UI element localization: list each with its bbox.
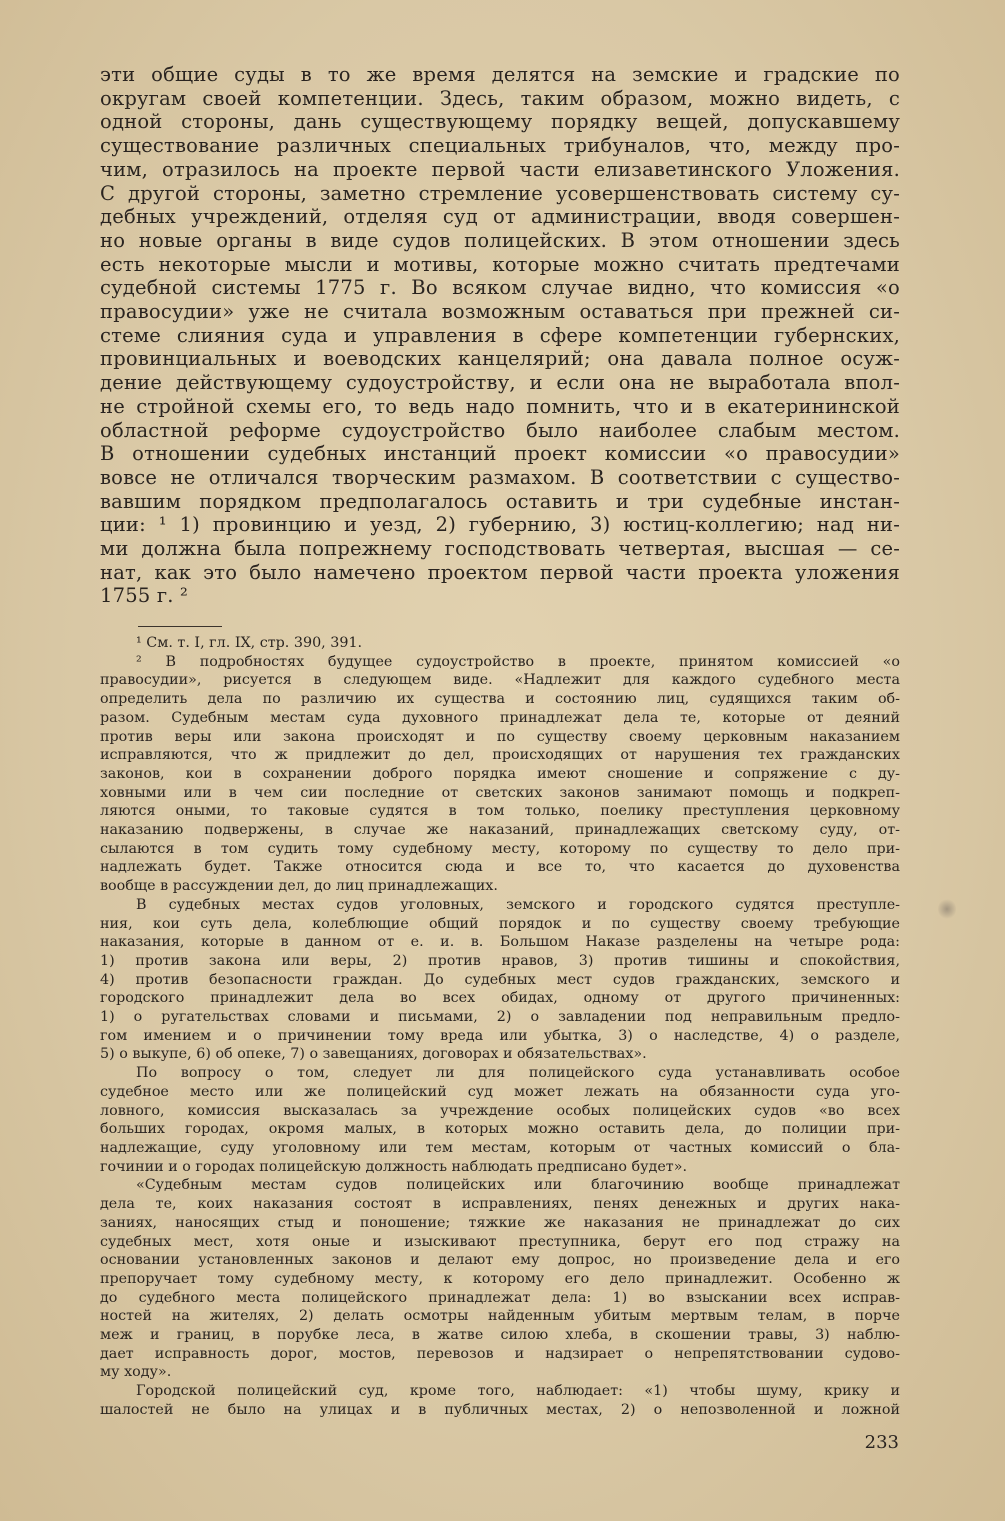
paper-stain: [938, 898, 956, 920]
footnote-line: дела те, коих наказания состоят в исправлениях, пенях денежных и других нака-: [100, 1196, 900, 1213]
footnote-line: вообще в рассуждении дел, до лиц принадлежащих.: [100, 878, 498, 895]
text-line: одной стороны, дань существующему порядку вещей, допускавшему: [100, 110, 900, 134]
text-line: вавшим порядком предполагалось оставить и три судебные инстан-: [100, 489, 900, 513]
footnote-line: ния, кои суть дела, колеблющие общий порядок и по существу своему требующие: [100, 915, 900, 932]
footnote-line: ляются оными, то таковые судятся в том только, поелику преступления церковному: [100, 803, 900, 820]
footnote-line: городского принадлежит дела во всех обидах, одному от другого причиненных:: [100, 990, 900, 1007]
footnote-line: Городской полицейский суд, кроме того, наблюдает: «1) чтобы шуму, крику и: [136, 1383, 900, 1400]
text-line: ции: ¹ 1) провинцию и уезд, 2) губернию, 3) юстиц-коллегию; над ни-: [100, 513, 900, 537]
footnote-line: против веры или закона происходят и по существу своему церковным наказанием: [100, 728, 900, 745]
text-line: стеме слияния суда и управления в сфере компетенции губернских,: [100, 323, 900, 347]
footnote-line: В судебных местах судов уголовных, земского и городского судятся преступле-: [136, 896, 900, 913]
footnote-line: гочинии и о городах полицейскую должность наблюдать предписано будет».: [100, 1158, 687, 1175]
text-line: чим, отразилось на проекте первой части елизаветинского Уложения.: [100, 157, 900, 181]
text-line: дебных учреждений, отделяя суд от администрации, вводя совершен-: [100, 205, 900, 229]
text-line: С другой стороны, заметно стремление усовершенствовать систему су-: [100, 181, 900, 205]
text-line: вовсе не отличался творческим размахом. В соответствии с существо-: [100, 465, 900, 489]
text-line: но новые органы в виде судов полицейских. В этом отношении здесь: [100, 228, 900, 252]
text-line: есть некоторые мысли и мотивы, которые можно считать предтечами: [100, 252, 900, 276]
footnote-line: 1) о ругательствах словами и письмами, 2) о завладении под неправильным предло-: [100, 1009, 900, 1026]
footnote-line: заниях, наносящих стыд и поношение; тяжкие же наказания не принадлежат до сих: [100, 1214, 900, 1231]
footnote-line: надлежащие, суду уголовному или тем местам, которым от частных комиссий о бла-: [100, 1139, 900, 1156]
text-line: правосудии» уже не считала возможным оставаться при прежней си-: [100, 300, 900, 324]
text-line: областной реформе судоустройство было наиболее слабым местом.: [100, 418, 900, 442]
footnote-line: наказания, которые в данном от е. и. в. Большом Наказе разделены на четыре рода:: [100, 934, 900, 951]
footnote-line: основании установленных законов и делают ему допрос, но произведение дела и его: [100, 1252, 900, 1269]
text-line: ми должна была попрежнему господствовать четвертая, высшая — се-: [100, 537, 900, 561]
text-line: существование различных специальных трибуналов, что, между про-: [100, 134, 900, 158]
text-line: 1755 г. ²: [100, 584, 189, 608]
footnote-line: меж и границ, в порубке леса, в жатве силою хлеба, в скошении травы, 3) наблю-: [100, 1327, 900, 1344]
text-line: судебной системы 1775 г. Во всяком случае видно, что комиссия «о: [100, 276, 900, 300]
footnote-line: исправляются, что ж придлежит до дел, происходящих от нарушения тех гражданских: [100, 747, 900, 764]
footnote-line: ловного, комиссия высказалась за учреждение особых полицейских судов «во всех: [100, 1102, 900, 1119]
main-paragraph: [100, 63, 900, 608]
footnote-line: разом. Судебным местам суда духовного принадлежат дела те, которые от деяний: [100, 709, 900, 726]
text-line: провинциальных и воеводских канцелярий; она давала полное осуж-: [100, 347, 900, 371]
footnote-line: сылаются в том судить тому судебному месту, которому по существу то дело при-: [100, 840, 900, 857]
footnote-line: По вопросу о том, следует ли для полицейского суда устанавливать особое: [136, 1065, 900, 1082]
text-line: нат, как это было намечено проектом первой части проекта уложения: [100, 560, 900, 584]
page-number: 233: [864, 1432, 899, 1453]
footnote-line: «Судебным местам судов полицейских или благочинию вообще принадлежат: [136, 1177, 900, 1194]
footnote-line: судебных мест, хотя оные и изыскивают преступника, берут его под стражу на: [100, 1233, 900, 1250]
footnote-line: судебное место или же полицейский суд может лежать на обязанности суда уго-: [100, 1083, 900, 1100]
footnote-line: надлежать будет. Также относится сюда и все то, что касается до духовенства: [100, 859, 900, 876]
footnote-line: шалостей не было на улицах и в публичных местах, 2) о непозволенной и ложной: [100, 1401, 900, 1418]
footnote-line: 4) против безопасности граждан. До судебных мест судов гражданских, земского и: [100, 971, 900, 988]
footnote-line: ностей на жителях, 2) делать осмотры найденным убитым мертвым телам, в порче: [100, 1308, 900, 1325]
text-line: дение действующему судоустройству, и если она не выработала впол-: [100, 371, 900, 395]
footnote-line: ¹ См. т. I, гл. IX, стр. 390, 391.: [136, 635, 363, 651]
footnote-line: больших городах, окромя малых, в которых можно оставить дела, до полиции при-: [100, 1121, 900, 1138]
footnote-separator: [138, 626, 222, 627]
footnote-line: правосудии», рисуется в следующем виде. «Надлежит для каждого судебного места: [100, 672, 900, 689]
footnote-line: 1) против закона или веры, 2) против нравов, 3) против тишины и спокойствия,: [100, 952, 900, 969]
text-line: эти общие суды в то же время делятся на земские и градские по: [100, 63, 900, 86]
text-line: округам своей компетенции. Здесь, таким образом, можно видеть, с: [100, 86, 900, 110]
footnote-line: 5) о выкупе, 6) об опеке, 7) о завещаниях, договорах и обязательствах».: [100, 1046, 647, 1063]
footnote-line: гом имением и о причинении тому вреда или убытка, 3) о наследстве, 4) о разделе,: [100, 1027, 900, 1044]
footnote-line: ховными или в чем сии последние от светских законов занимают помощь и подкреп-: [100, 784, 900, 801]
text-line: не стройной схемы его, то ведь надо помнить, что и в екатерининской: [100, 394, 900, 418]
text-line: В отношении судебных инстанций проект комиссии «о правосудии»: [100, 442, 900, 466]
footnote-line: му ходу».: [100, 1364, 172, 1381]
footnote-line: до судебного места полицейского принадлежат дела: 1) во взыскании всех исправ-: [100, 1289, 900, 1306]
footnote-line: дает исправность дорог, мостов, перевозов и надзирает о непрепятствовании судово-: [100, 1345, 900, 1362]
footnote-line: законов, кои в сохранении доброго порядка имеют сношение и сопряжение с ду-: [100, 765, 900, 782]
footnotes: [100, 634, 900, 1420]
footnote-line: препоручает тому судебному месту, к которому его дело принадлежит. Особенно ж: [100, 1270, 900, 1287]
footnote-line: определить дела по различию их существа и состоянию лиц, судящихся таким об-: [100, 691, 900, 708]
footnote-line: наказанию подвержены, в случае же наказаний, принадлежащих светскому суду, от-: [100, 822, 900, 839]
footnote-line: ² В подробностях будущее судоустройство в проекте, принятом комиссией «о: [136, 653, 900, 670]
